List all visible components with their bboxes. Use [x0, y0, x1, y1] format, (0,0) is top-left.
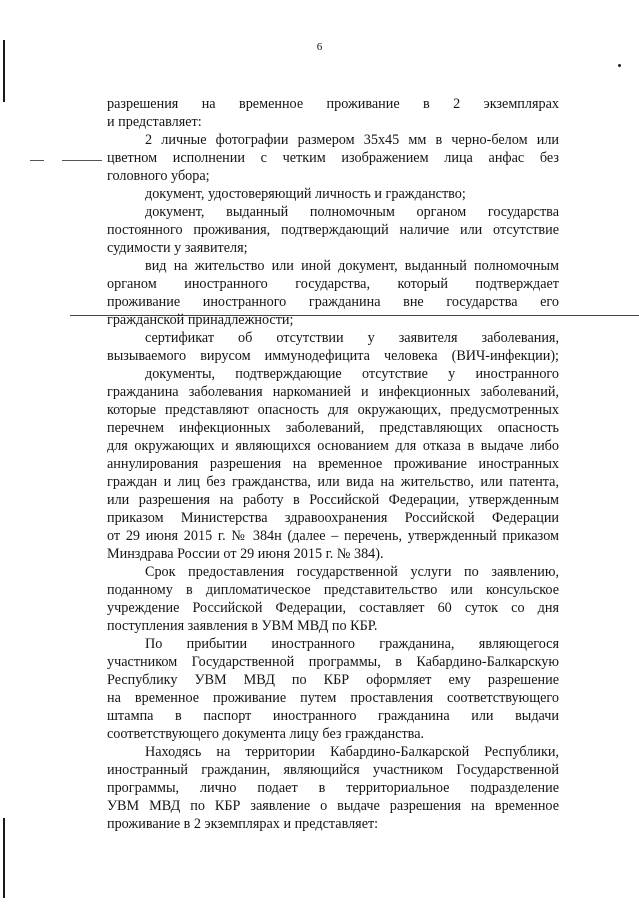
text-line: проживание иностранного гражданина вне государства его: [107, 294, 559, 310]
text-line: от 29 июня 2015 г. № 384н (далее – перечень, утвержденный приказом: [107, 528, 559, 544]
page-number: 6: [316, 41, 323, 53]
text-line: Минздрава России от 29 июня 2015 г. № 384).: [107, 546, 384, 562]
text-line: сертификат об отсутствии у заявителя заболевания,: [145, 330, 559, 346]
text-line: документы, подтверждающие отсутствие у иностранного: [145, 366, 559, 382]
text-line: проживание в 2 экземплярах и представляет:: [107, 816, 379, 832]
text-line: приказом Министерства здравоохранения Российской Федерации: [107, 510, 559, 526]
text-line: учреждение Российской Федерации, составляет 60 суток со дня: [107, 600, 559, 616]
text-line: гражданина заболевания наркоманией и инфекционных заболеваний,: [107, 384, 559, 400]
text-line: документ, удостоверяющий личность и гражданство;: [145, 186, 466, 202]
scan-speck: [618, 64, 621, 67]
scan-dash-mark: [30, 160, 44, 161]
text-line: и представляет:: [107, 114, 202, 130]
text-line: вид на жительство или иной документ, выданный полномочным: [145, 258, 559, 274]
text-line: гражданской принадлежности;: [107, 312, 294, 328]
text-line: штампа в паспорт иностранного гражданина или выдачи: [107, 708, 559, 724]
text-line: участником Государственной программы, в Кабардино-Балкарскую: [107, 654, 559, 670]
text-line: на временное проживание путем проставления соответствующего: [107, 690, 559, 706]
text-line: Находясь на территории Кабардино-Балкарской Республики,: [145, 744, 559, 760]
text-line: документ, выданный полномочным органом государства: [145, 204, 559, 220]
text-line: поступления заявления в УВМ МВД по КБР.: [107, 618, 378, 634]
text-line: органом иностранного государства, который подтверждает: [107, 276, 559, 292]
text-line: поданному в дипломатическое представительство или консульское: [107, 582, 559, 598]
text-line: перечнем инфекционных заболеваний, представляющих опасность: [107, 420, 559, 436]
text-line: иностранный гражданин, являющийся участником Государственной: [107, 762, 559, 778]
text-line: граждан и лиц без гражданства, или вида на жительство, или патента,: [107, 474, 559, 490]
text-line: программы, лично подает в территориальное подразделение: [107, 780, 559, 796]
text-line: аннулирования разрешения на временное проживание иностранных: [107, 456, 559, 472]
text-line: разрешения на временное проживание в 2 экземплярах: [107, 96, 559, 112]
text-line: Срок предоставления государственной услуги по заявлению,: [145, 564, 559, 580]
scan-dash-mark: [62, 160, 102, 161]
text-line: для окружающих и являющихся основанием для отказа в выдаче либо: [107, 438, 559, 454]
text-line: 2 личные фотографии размером 35х45 мм в черно-белом или: [145, 132, 559, 148]
text-line: соответствующего документа лицу без гражданства.: [107, 726, 425, 742]
text-line: постоянного проживания, подтверждающий наличие или отсутствие: [107, 222, 559, 238]
text-line: или разрешения на работу в Российской Федерации, утвержденным: [107, 492, 559, 508]
text-line: По прибытии иностранного гражданина, являющегося: [145, 636, 559, 652]
text-line: головного убора;: [107, 168, 210, 184]
text-line: цветном исполнении с четким изображением лица анфас без: [107, 150, 559, 166]
text-line: Республику УВМ МВД по КБР оформляет ему разрешение: [107, 672, 559, 688]
scan-margin-bar-bottom: [3, 818, 5, 898]
text-line: вызываемого вирусом иммунодефицита человека (ВИЧ-инфекции);: [107, 348, 559, 364]
text-line: судимости у заявителя;: [107, 240, 248, 256]
text-line: которые представляют опасность для окружающих, предусмотренных: [107, 402, 559, 418]
text-line: УВМ МВД по КБР заявление о выдаче разрешения на временное: [107, 798, 559, 814]
